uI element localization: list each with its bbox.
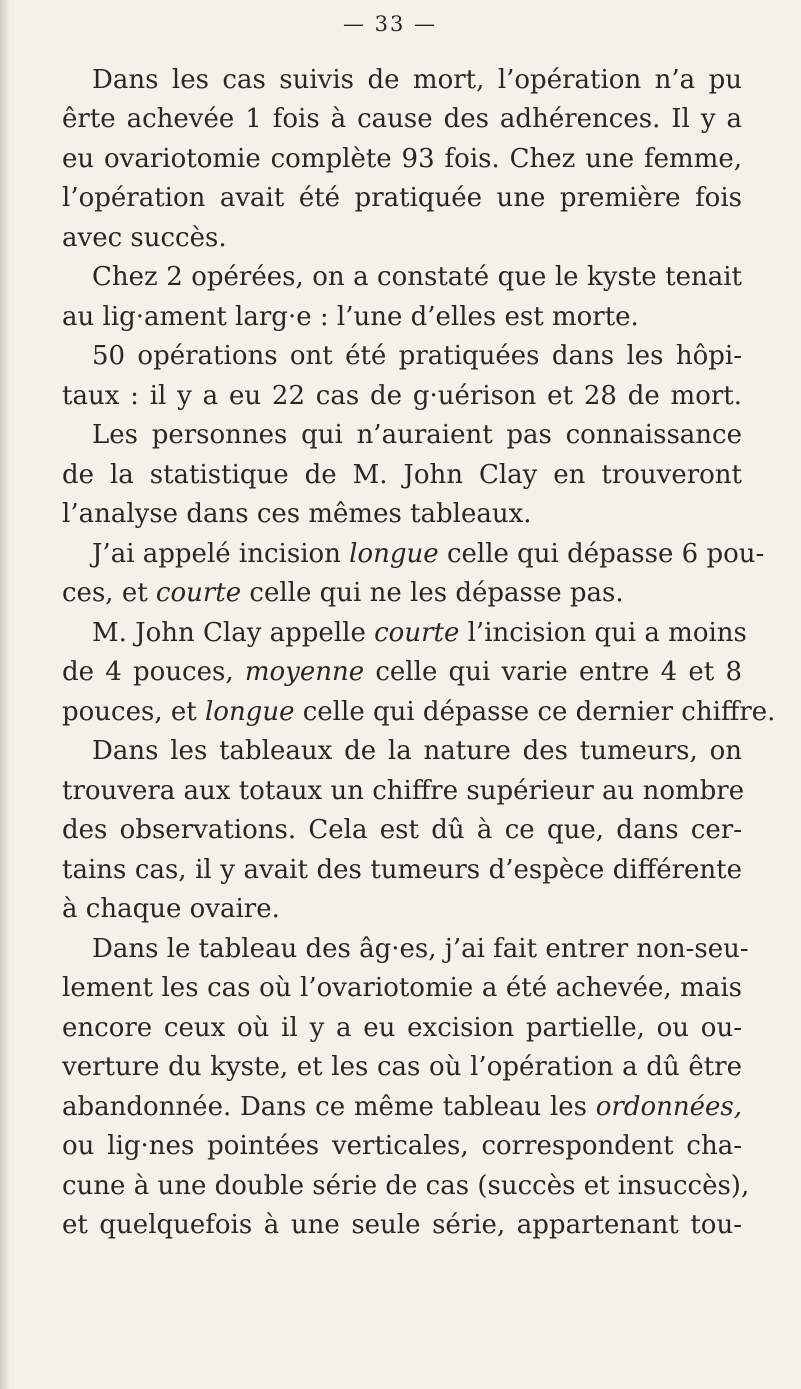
text-line: verture du kyste, et les cas où l’opération a dû être bbox=[62, 1052, 742, 1082]
text-line: et quelquefois à une seule série, appartenant tou- bbox=[62, 1210, 742, 1240]
book-page bbox=[62, 0, 776, 1389]
text-line: l’opération avait été pratiquée une première fois bbox=[62, 183, 742, 213]
text-line: Chez 2 opérées, on a constaté que le kyste tenait bbox=[92, 262, 742, 292]
text-line: 50 opérations ont été pratiquées dans les hôpi- bbox=[92, 341, 742, 371]
text-run: ces, et bbox=[62, 578, 148, 608]
text-run: J’ai appelé incision bbox=[92, 539, 341, 569]
text-line: de la statistique de M. John Clay en trouveront bbox=[62, 460, 742, 490]
text-line: ou lig·nes pointées verticales, correspondent cha- bbox=[62, 1131, 742, 1161]
text-run: celle qui varie entre 4 et 8 bbox=[375, 657, 743, 687]
text-run: abandonnée. Dans ce même tableau les bbox=[62, 1092, 587, 1122]
text-run: l’incision qui a moins bbox=[467, 618, 747, 648]
text-line: taux : il y a eu 22 cas de g·uérison et 28 de mort. bbox=[62, 381, 742, 411]
text-line bbox=[92, 613, 747, 653]
text-line: lement les cas où l’ovariotomie a été achevée, mais bbox=[62, 973, 742, 1003]
text-line: cune à une double série de cas (succès et insuccès), bbox=[62, 1171, 750, 1201]
text-line bbox=[62, 1087, 742, 1127]
text-line: Dans le tableau des âg·es, j’ai fait entrer non-seu- bbox=[92, 934, 749, 964]
italic-term: courte bbox=[374, 618, 460, 648]
text-line: tains cas, il y avait des tumeurs d’espèce différente bbox=[62, 855, 742, 885]
text-line bbox=[62, 573, 624, 613]
text-line: êrte achevée 1 fois à cause des adhérences. Il y a bbox=[62, 104, 742, 134]
italic-term: longue bbox=[349, 539, 439, 569]
page-edge-shadow bbox=[0, 0, 10, 1389]
text-line: au lig·ament larg·e : l’une d’elles est morte. bbox=[62, 302, 639, 332]
text-run: celle qui dépasse ce dernier chiffre. bbox=[302, 697, 776, 727]
text-run: pouces, et bbox=[62, 697, 197, 727]
text-line bbox=[62, 652, 742, 692]
italic-term: longue bbox=[204, 697, 295, 727]
text-line: Dans les cas suivis de mort, l’opération n’a pu bbox=[92, 65, 742, 95]
text-run: celle qui dépasse 6 pou- bbox=[446, 539, 765, 569]
italic-term: moyenne bbox=[244, 657, 365, 687]
text-line: avec succès. bbox=[62, 223, 227, 253]
text-line: Dans les tableaux de la nature des tumeurs, on bbox=[92, 736, 742, 766]
text-line bbox=[62, 692, 776, 732]
page-number: — 33 — bbox=[342, 12, 438, 36]
italic-term: ordonnées, bbox=[595, 1092, 742, 1122]
italic-term: courte bbox=[155, 578, 242, 608]
text-line: trouvera aux totaux un chiffre supérieur au nombre bbox=[62, 776, 745, 806]
text-line bbox=[92, 534, 765, 574]
text-line: à chaque ovaire. bbox=[62, 894, 280, 924]
text-line: encore ceux où il y a eu excision partielle, ou ou- bbox=[62, 1013, 742, 1043]
text-line: l’analyse dans ces mêmes tableaux. bbox=[62, 499, 532, 529]
text-line: Les personnes qui n’auraient pas connaissance bbox=[92, 420, 742, 450]
text-run: M. John Clay appelle bbox=[92, 618, 366, 648]
text-line: des observations. Cela est dû à ce que, dans cer- bbox=[62, 815, 742, 845]
text-run: celle qui ne les dépasse pas. bbox=[249, 578, 624, 608]
text-line: eu ovariotomie complète 93 fois. Chez une femme, bbox=[62, 144, 742, 174]
text-run: de 4 pouces, bbox=[62, 657, 234, 687]
